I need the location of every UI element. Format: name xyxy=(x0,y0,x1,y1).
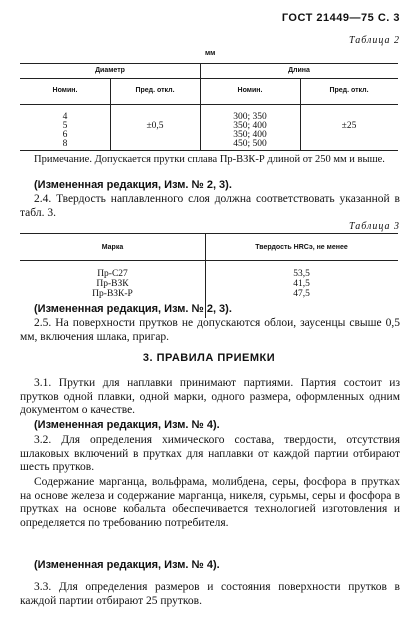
table3-mark-column xyxy=(20,269,205,299)
table2-header-rule xyxy=(20,78,398,79)
table2-length-dev: ±25 xyxy=(341,121,357,131)
section-heading: 3. ПРАВИЛА ПРИЕМКИ xyxy=(142,352,276,364)
paragraph-3-2: 3.2. Для определения химического состава, твердости, отсутствия шлаковых включений в прутках для наплавки от каждой партии отбирают шесть прутков. xyxy=(20,434,400,473)
table3-label: Таблица 3 xyxy=(349,221,400,232)
table2-sub-dev: Пред. откл. xyxy=(135,87,175,94)
table-cell: 53,5 xyxy=(293,269,310,279)
table-cell: 4 xyxy=(62,112,68,122)
paragraph-3-3: 3.3. Для определения размеров и состояния поверхности прутков в каждой партии отбирают 25 прутков. xyxy=(20,581,400,607)
page-header: ГОСТ 21449—75 С. 3 xyxy=(281,12,400,24)
table-cell: 450; 500 xyxy=(233,139,267,149)
table2-diam-column xyxy=(20,113,110,149)
table-cell: 6 xyxy=(62,130,68,140)
table2-label: Таблица 2 xyxy=(349,35,400,46)
table-cell: 47,5 xyxy=(293,289,310,299)
table-cell: 41,5 xyxy=(293,279,310,289)
change-note: (Измененная редакция, Изм. № 4). xyxy=(34,419,220,431)
paragraph-2-4: 2.4. Твердость наплавленного слоя должна соответствовать указанной в табл. 3. xyxy=(20,193,400,219)
paragraph-3-2-continued: Содержание марганца, вольфрама, молибдена, серы, фосфора в прутках на основе железа и содержание марганца, никеля, сурьмы, серы и фосфора в прутках на основе кобальта обеспечивается технологией изготовления и определяется по требованию потребителя. xyxy=(20,476,400,529)
table-cell: Пр-ВЗК-Р xyxy=(92,289,133,299)
table2-sub-nom: Номин. xyxy=(237,87,263,94)
table2-diam-dev: ±0,5 xyxy=(146,121,164,131)
table2-note: Примечание. Допускается прутки сплава Пр-ВЗК-Р длиной от 250 мм и выше. xyxy=(34,154,385,165)
paragraph-3-1: 3.1. Прутки для наплавки принимают партиями. Партия состоит из прутков одной плавки, одной марки, одного размера, оформленных одним документом о качестве. xyxy=(20,377,400,416)
table-cell: 5 xyxy=(62,121,68,131)
table2-length-column xyxy=(200,113,300,149)
table-cell: Пр-ВЗК xyxy=(96,279,129,289)
paragraph-2-5: 2.5. На поверхности прутков не допускаются облои, заусенцы свыше 0,5 мм, включения шлака, пригар. xyxy=(20,317,400,343)
table2-sub-nom: Номин. xyxy=(52,87,78,94)
table3-col-hardness: Твердость HRCэ, не менее xyxy=(255,244,348,251)
table2-unit: мм xyxy=(205,50,216,57)
table-cell: Пр-С27 xyxy=(97,269,128,279)
table-cell: 8 xyxy=(62,139,68,149)
table2-bottom-rule xyxy=(20,150,398,151)
table2-col-length: Длина xyxy=(288,67,310,74)
change-note: (Измененная редакция, Изм. № 2, 3). xyxy=(34,303,232,315)
table3-top-rule xyxy=(20,233,398,234)
table-cell: 350; 400 xyxy=(233,130,267,140)
table3-header-rule xyxy=(20,260,398,261)
table2-col-diameter: Диаметр xyxy=(95,67,125,74)
table2-top-rule xyxy=(20,63,398,64)
change-note: (Измененная редакция, Изм. № 4). xyxy=(34,559,220,571)
table3-col-mark: Марка xyxy=(101,244,124,251)
table-cell: 300; 350 xyxy=(233,112,267,122)
table3-hardness-column xyxy=(205,269,398,299)
table2-sub-dev: Пред. откл. xyxy=(329,87,369,94)
change-note: (Измененная редакция, Изм. № 2, 3). xyxy=(34,179,232,191)
table-cell: 350; 400 xyxy=(233,121,267,131)
table2-subheader-rule xyxy=(20,104,398,105)
